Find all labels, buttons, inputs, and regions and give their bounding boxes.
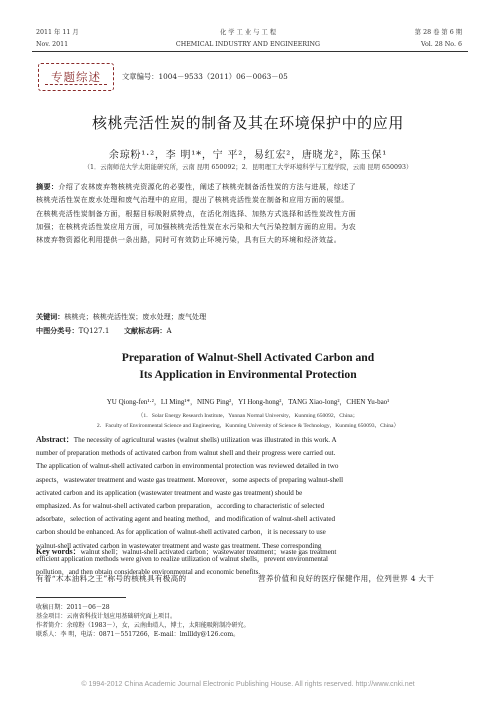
clc-label: 中图分类号： <box>36 326 79 335</box>
keywords-cn-label: 关键词： <box>36 312 65 321</box>
section-badge <box>38 63 114 91</box>
abstract-en-line: walnut-shell activated carbon in wastewater treatment and waste gas treatment. These corresponding <box>36 541 322 550</box>
abstract-en-line: aspects，wastewater treatment and waste gas treatment. Moreover，some aspects of preparing walnut-shell <box>36 475 344 484</box>
header-date-cn: 2011 年 11 月 <box>36 29 79 36</box>
abstract-en-line: number of preparation methods of activated carbon from walnut shell and their progress were carried out. <box>36 449 336 458</box>
header-journal-en: CHEMICAL INDUSTRY AND ENGINEERING <box>175 41 321 48</box>
abstract-cn-line: 核桃壳活性炭在废水处理和废气治理中的应用，提出了核桃壳活性炭在制备和应用方面的展望。 <box>36 195 349 205</box>
header-volume-cn: 第 28 卷 第 6 期 <box>414 29 462 36</box>
copyright-line: © 1994-2012 China Academic Journal Electronic Publishing House. All rights reserved. http://www.cnki.net <box>81 680 415 688</box>
affiliation-cn: （1．云南师范大学太阳能研究所，云南 昆明 650092；2．昆明理工大学环境科学与工程学院，云南 昆明 650093） <box>83 164 413 171</box>
footnote-author-bio: 作者简介：余琼粉（1983－），女，云南曲靖人，博士，太阳能吸附制冷研究。 <box>36 622 250 629</box>
title-en-line: Preparation of Walnut-Shell Activated Carbon and <box>121 351 375 364</box>
abstract-en-line: The application of walnut-shell activated carbon in environmental protection was reviewed detailed in two <box>36 462 339 471</box>
abstract-en-line: pollution，and then obtain considerable environmental and economic benefits. <box>36 568 261 577</box>
article-number: 文章编号：1004－9533（2011）06－0063－05 <box>122 72 288 81</box>
abstract-en-line: carbon should be enhanced. As for application of walnut-shell activated carbon，it is necessary to use <box>36 528 326 537</box>
section-badge-label: 专题综述 <box>51 70 101 84</box>
footnote-rule <box>36 597 126 598</box>
footnote-contact: 联系人：李 明，电话：0871－5517266，E-mail：lmllldy@126.com。 <box>36 631 240 638</box>
keywords-en-label: Key words： <box>36 547 81 556</box>
authors-cn: 余琼粉¹·²，李 明¹*，宁 平²，易红宏²，唐晓龙²，陈玉保¹ <box>108 150 388 161</box>
keywords-en-text: walnut shell；walnut-shell activated carbon；wastewater treatment；waste gas treatment <box>80 548 337 556</box>
authors-en: YU Qiong-fen¹·²，LI Ming¹*，NING Ping²，YI Hong-hong²，TANG Xiao-long²，CHEN Yu-bao¹ <box>106 398 390 406</box>
affiliation-en-line: 2．Faculty of Environmental Science and Engineering，Kunming University of Science & Technology，Kunming 650093，China） <box>96 423 400 429</box>
abstract-en-line: adsorbate，selection of activating agent and heating method，and modification of walnut-shell activated <box>36 515 336 524</box>
abstract-cn-line: 摘要：介绍了农林废弃物核桃壳资源化的必要性，阐述了核桃壳制备活性炭的方法与进展，综述了 <box>36 182 357 191</box>
abstract-cn-line: 在核桃壳活性炭制备方面，根据目标吸附质特点，在活化剂选择、加热方式选择和活性炭改性方面 <box>36 208 357 218</box>
abstract-cn-line: 林废弃物资源化利用提供一条出路，同时可有效防止环境污染，具有巨大的环境和经济效益。 <box>36 235 342 245</box>
clc-value: TQ127.1 <box>78 326 110 335</box>
header-volume-en: Vol. 28 No. 6 <box>421 41 462 48</box>
title-en <box>0 349 496 383</box>
classification-cn <box>36 326 172 336</box>
abstract-en-line: efficient application methods were given to realize utilization of walnut shells，prevent environmental <box>36 554 328 563</box>
abstract-en-line: emphasized. As for walnut-shell activated carbon preparation，according to characteristic of selected <box>36 502 325 511</box>
footnote-funding: 基金项目：云南省科技计划应用基础研究面上项目。 <box>36 613 177 620</box>
abstract-cn <box>36 180 462 246</box>
abstract-en-line: Abstract：The necessity of agricultural wastes (walnut shells) utilization was illustrated in this work. A <box>36 435 337 444</box>
title-cn: 核桃壳活性炭的制备及其在环境保护中的应用 <box>91 114 404 132</box>
abstract-en-label: Abstract： <box>36 435 74 444</box>
header-rule <box>32 51 468 52</box>
doc-code-value: A <box>166 326 172 335</box>
abstract-en <box>36 433 462 579</box>
title-en-line: Its Application in Environmental Protection <box>139 368 357 381</box>
abstract-cn-label: 摘要： <box>36 182 59 191</box>
body-text-left: 有着“木本油料之王”称号的核桃具有极高的 <box>36 574 187 583</box>
doc-code-label: 文献标志码： <box>123 326 167 335</box>
header-journal-cn: 化 学 工 业 与 工 程 <box>219 29 277 36</box>
abstract-en-line: activated carbon and its application (wastewater treatment and waste gas treatment) should be <box>36 488 303 497</box>
footnote-received: 收稿日期：2011－06－28 <box>36 604 110 611</box>
keywords-cn <box>36 312 206 322</box>
keywords-en <box>36 546 336 557</box>
section-badge-underline <box>45 84 107 85</box>
keywords-cn-text: 核桃壳；核桃壳活性炭；废水处理；废气处理 <box>64 312 207 321</box>
header-date-en: Nov. 2011 <box>36 41 69 48</box>
affiliation-en-line: （1．Solar Energy Research Institute，Yunnan Normal University，Kunming 650092，China； <box>137 413 359 419</box>
body-text-right: 营养价值和良好的医疗保健作用，位列世界 4 大干 <box>258 574 435 583</box>
abstract-cn-line: 加强；在核桃壳活性炭应用方面，可加强核桃壳活性炭在水污染和大气污染控制方面的应用。为农 <box>36 221 357 231</box>
